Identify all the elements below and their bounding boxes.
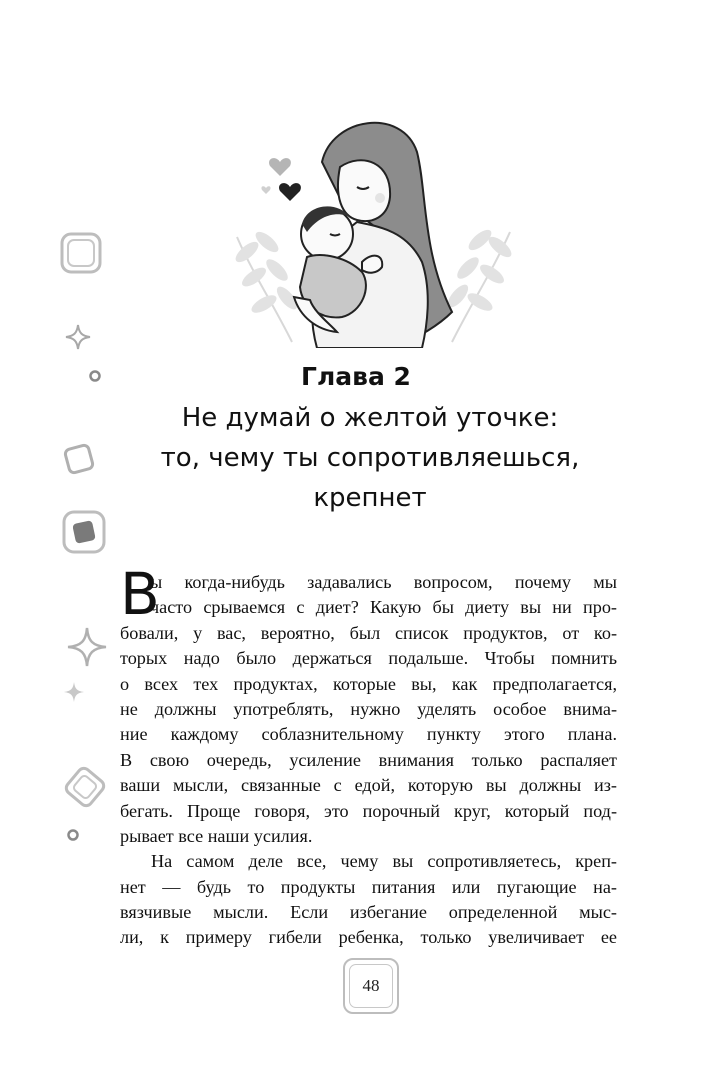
page-number-frame bbox=[343, 958, 399, 1014]
text-line: ваши мысли, связанные с едой, которую вы должны из- bbox=[120, 775, 617, 796]
text-line: бовали, у вас, вероятно, был список продуктов, от ко- bbox=[120, 622, 617, 643]
text-line: о всех тех продуктах, которые вы, как предполагается, bbox=[120, 673, 617, 694]
mother-baby-illustration bbox=[222, 112, 522, 348]
text-line: рывает все наши усилия. bbox=[120, 825, 313, 846]
mother-face bbox=[338, 160, 390, 221]
sparkle-outline-icon bbox=[66, 626, 108, 668]
heart-icon bbox=[261, 186, 270, 194]
chapter-title-line: Не думай о желтой уточке: bbox=[181, 403, 559, 433]
leaf-branch-left bbox=[232, 228, 300, 342]
small-circle-icon bbox=[66, 828, 80, 842]
text-line: вязчивые мысли. Если избегание определенной мыс- bbox=[120, 902, 617, 923]
text-line: не должны употреблять, нужно уделять особое внима- bbox=[120, 698, 617, 719]
leaf-branch-right bbox=[444, 226, 514, 342]
chapter-number: Глава 2 bbox=[301, 362, 411, 391]
sparkle-outline-icon bbox=[64, 323, 92, 351]
chapter-title-line: то, чему ты сопротивляешься, bbox=[160, 443, 580, 473]
text-line: часто срываемся с диет? Какую бы диету вы ни про- bbox=[150, 597, 617, 618]
text-line: На самом деле все, чему вы сопротивляетесь, креп- bbox=[151, 851, 617, 872]
text-line: В свою очередь, усиление внимания только распаляет bbox=[120, 749, 617, 770]
text-line: ли, к примеру гибели ребенка, только увеличивает ее bbox=[120, 927, 617, 948]
text-line: торых надо было держаться подальше. Чтобы помнить bbox=[120, 648, 617, 669]
text-line: бегать. Проще говоря, это порочный круг, который под- bbox=[120, 800, 617, 821]
sparkle-filled-icon bbox=[63, 681, 85, 703]
body-text bbox=[120, 570, 617, 951]
rotated-square-icon bbox=[60, 440, 98, 478]
rounded-square-icon bbox=[60, 232, 102, 274]
diamond-icon bbox=[60, 762, 110, 812]
chapter-title-line: крепнет bbox=[313, 483, 427, 513]
heart-icon bbox=[269, 158, 291, 176]
text-line: ние каждому соблазнительному пункту этого плана. bbox=[120, 724, 617, 745]
chapter-title bbox=[100, 398, 640, 518]
text-line: нет — будь то продукты питания или пугающие на- bbox=[120, 876, 617, 897]
drop-cap: В bbox=[120, 560, 160, 628]
page-number: 48 bbox=[349, 964, 393, 1008]
text-line: ы когда-нибудь задавались вопросом, почему мы bbox=[150, 572, 617, 592]
heart-icon bbox=[279, 183, 301, 201]
